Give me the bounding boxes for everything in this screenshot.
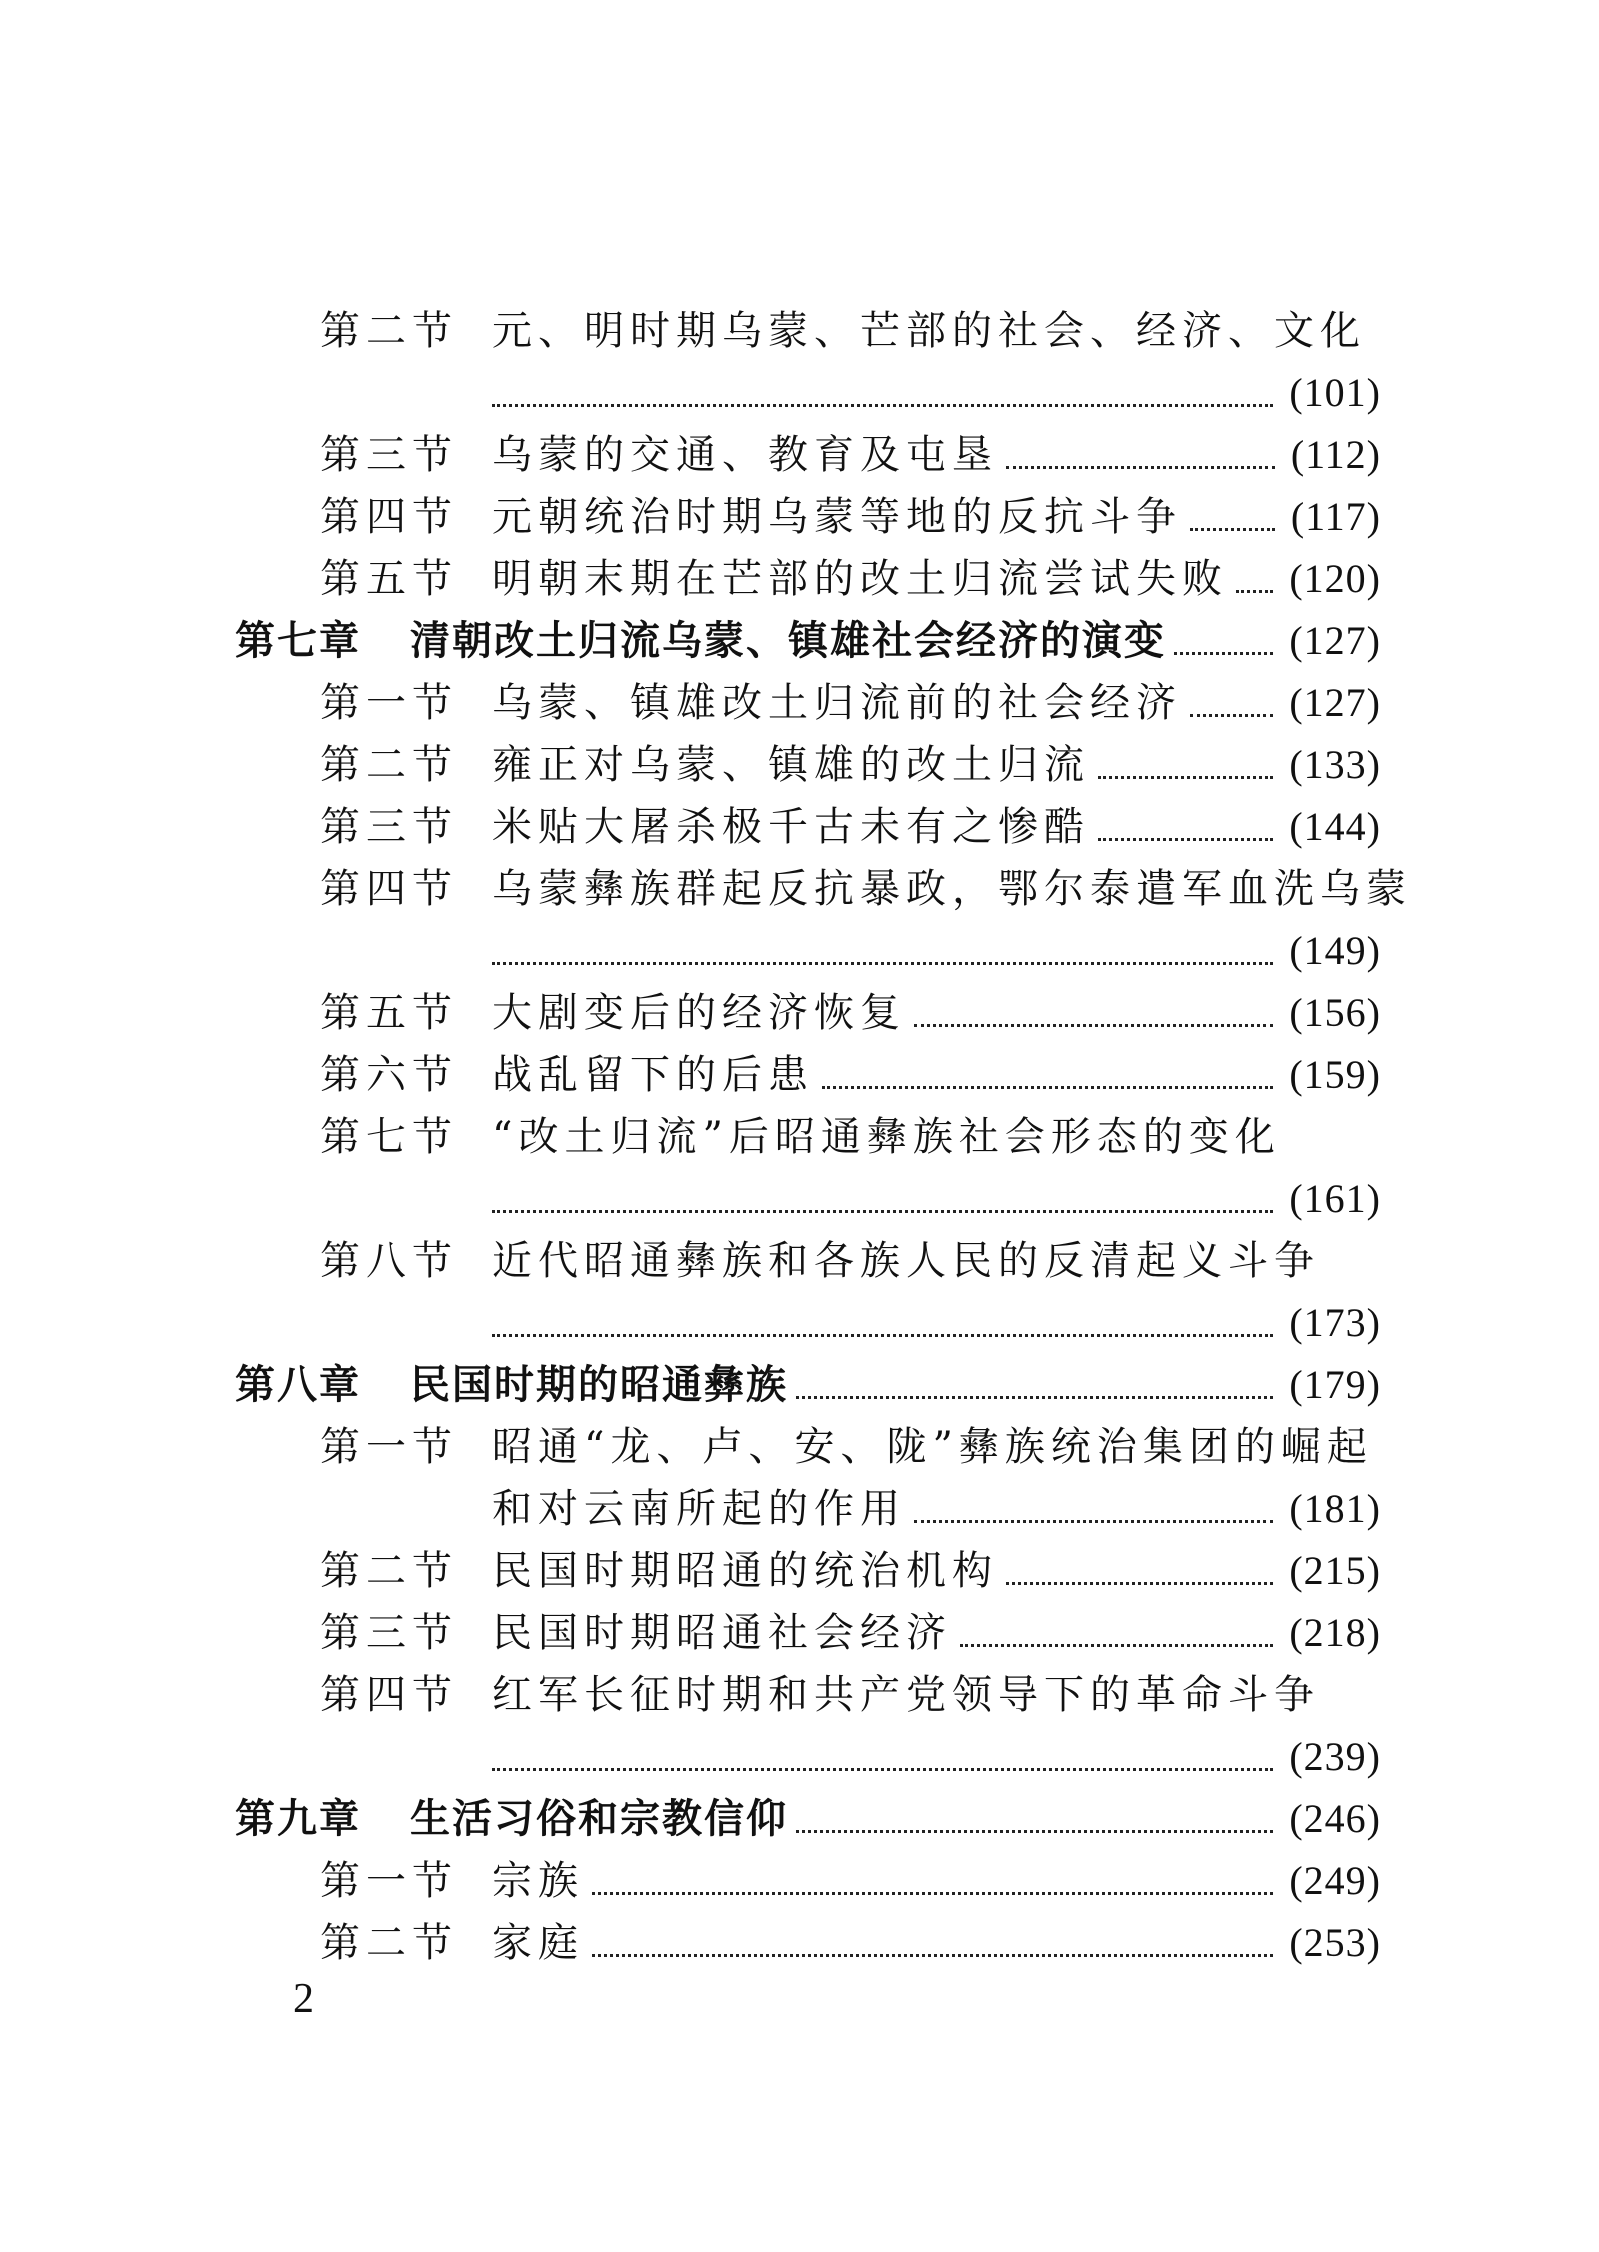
page-number: 2 [293,1976,314,2022]
page-ref: (127) [1289,680,1381,725]
chapter-number: 第八章 [235,1361,361,1408]
page-ref: (159) [1289,1052,1381,1097]
section-number: 第二节 [320,308,458,354]
toc-chapter-row [0,1354,1599,1416]
toc-section-row [0,424,1599,486]
toc-section-row [0,1540,1599,1602]
section-number: 第四节 [320,494,458,540]
section-title: 元朝统治时期乌蒙等地的反抗斗争 [492,494,1182,540]
dot-leader [1098,796,1273,841]
section-title: 红军长征时期和共产党领导下的革命斗争 [492,1672,1320,1718]
section-number: 第四节 [320,1672,458,1718]
dot-leader [796,1354,1273,1399]
page-ref: (112) [1290,432,1381,477]
section-title: 乌蒙彝族群起反抗暴政，鄂尔泰遣军血洗乌蒙 [492,866,1412,912]
page-ref: (181) [1289,1486,1381,1531]
page-ref: (249) [1289,1858,1381,1903]
section-number: 第七节 [320,1114,458,1160]
dot-leader [492,1726,1273,1771]
page-ref: (133) [1289,742,1381,787]
dot-leader [914,982,1273,1027]
section-title: 大剧变后的经济恢复 [492,990,906,1036]
section-number: 第二节 [320,742,458,788]
page-ref: (161) [1289,1176,1381,1221]
section-number: 第三节 [320,432,458,478]
section-title: 米贴大屠杀极千古未有之惨酷 [492,804,1090,850]
dot-leader [492,1168,1273,1213]
page-ref: (215) [1289,1548,1381,1593]
toc-continuation-row [0,1478,1599,1540]
toc-section-row [0,300,1599,362]
section-number: 第二节 [320,1548,458,1594]
toc-section-row [0,672,1599,734]
dot-leader [492,920,1273,965]
page-ref: (253) [1289,1920,1381,1965]
section-title: 民国时期昭通的统治机构 [492,1548,998,1594]
section-title: 和对云南所起的作用 [492,1486,906,1532]
table-of-contents [0,300,1599,1974]
toc-section-row [0,796,1599,858]
section-title: 近代昭通彝族和各族人民的反清起义斗争 [492,1238,1320,1284]
chapter-title: 清朝改土归流乌蒙、镇雄社会经济的演变 [410,617,1166,664]
toc-continuation-row [0,1168,1599,1230]
chapter-number: 第九章 [235,1795,361,1842]
section-title: 民国时期昭通社会经济 [492,1610,952,1656]
toc-section-row [0,1850,1599,1912]
section-number: 第一节 [320,680,458,726]
toc-section-row [0,1044,1599,1106]
dot-leader [796,1788,1273,1833]
section-number: 第四节 [320,866,458,912]
page-ref: (246) [1289,1796,1381,1841]
toc-section-row [0,982,1599,1044]
section-title: 宗族 [492,1858,584,1904]
page-ref: (149) [1289,928,1381,973]
toc-chapter-row [0,610,1599,672]
toc-section-row [0,1230,1599,1292]
section-title: 雍正对乌蒙、镇雄的改土归流 [492,742,1090,788]
section-number: 第六节 [320,1052,458,1098]
section-number: 第二节 [320,1920,458,1966]
dot-leader [1190,672,1273,717]
dot-leader [492,362,1273,407]
toc-section-row [0,486,1599,548]
section-title: 昭通“龙、卢、安、陇”彝族统治集团的崛起 [492,1424,1373,1470]
toc-section-row [0,734,1599,796]
page-ref: (117) [1290,494,1381,539]
dot-leader [1006,1540,1273,1585]
section-title: 战乱留下的后患 [492,1052,814,1098]
page-ref: (173) [1289,1300,1381,1345]
dot-leader [822,1044,1273,1089]
toc-section-row [0,548,1599,610]
page-ref: (144) [1289,804,1381,849]
dot-leader [960,1602,1273,1647]
toc-section-row [0,858,1599,920]
toc-continuation-row [0,362,1599,424]
toc-continuation-row [0,1292,1599,1354]
section-number: 第五节 [320,990,458,1036]
section-number: 第五节 [320,556,458,602]
dot-leader [914,1478,1273,1523]
dot-leader [1098,734,1273,779]
toc-section-row [0,1416,1599,1478]
page-ref: (239) [1289,1734,1381,1779]
page-ref: (179) [1289,1362,1381,1407]
section-title: 明朝末期在芒部的改土归流尝试失败 [492,556,1228,602]
section-number: 第三节 [320,804,458,850]
dot-leader [592,1912,1273,1957]
dot-leader [1236,548,1273,593]
toc-section-row [0,1602,1599,1664]
section-number: 第一节 [320,1424,458,1470]
section-title: 元、明时期乌蒙、芒部的社会、经济、文化 [492,308,1366,354]
toc-section-row [0,1664,1599,1726]
section-number: 第三节 [320,1610,458,1656]
toc-chapter-row [0,1788,1599,1850]
toc-section-row [0,1912,1599,1974]
toc-continuation-row [0,920,1599,982]
page-ref: (127) [1289,618,1381,663]
dot-leader [1006,424,1275,469]
page-ref: (156) [1289,990,1381,1035]
section-title: 乌蒙、镇雄改土归流前的社会经济 [492,680,1182,726]
chapter-number: 第七章 [235,617,361,664]
dot-leader [1190,486,1275,531]
chapter-title: 民国时期的昭通彝族 [410,1361,788,1408]
section-number: 第八节 [320,1238,458,1284]
toc-continuation-row [0,1726,1599,1788]
toc-section-row [0,1106,1599,1168]
section-title: 乌蒙的交通、教育及屯垦 [492,432,998,478]
section-title: 家庭 [492,1920,584,1966]
page-ref: (101) [1289,370,1381,415]
chapter-title: 生活习俗和宗教信仰 [410,1795,788,1842]
page-ref: (218) [1289,1610,1381,1655]
section-title: “改土归流”后昭通彝族社会形态的变化 [492,1114,1281,1160]
section-number: 第一节 [320,1858,458,1904]
dot-leader [1174,610,1273,655]
dot-leader [492,1292,1273,1337]
dot-leader [592,1850,1273,1895]
page-ref: (120) [1289,556,1381,601]
